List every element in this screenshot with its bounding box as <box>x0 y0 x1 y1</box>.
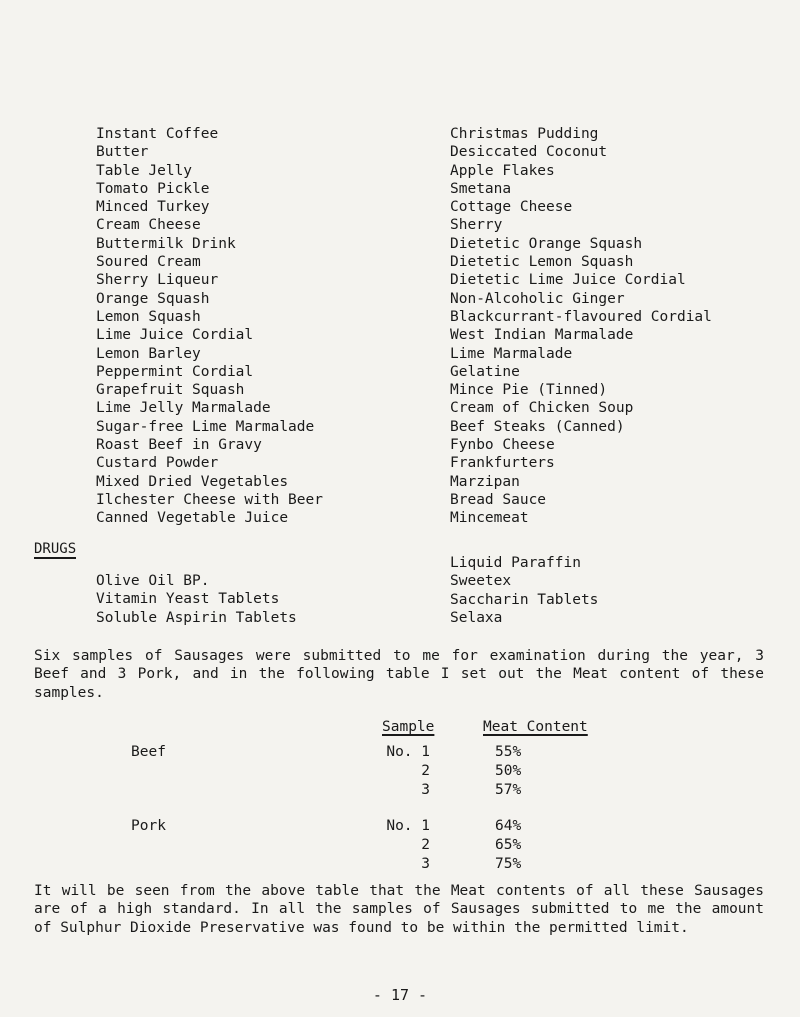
list-item: Sherry <box>450 217 503 234</box>
page-number: - 17 - <box>372 986 428 1004</box>
list-item: Cottage Cheese <box>450 199 573 216</box>
list-item: Roast Beef in Gravy <box>96 437 262 454</box>
list-item: Orange Squash <box>96 290 210 307</box>
list-item: Canned Vegetable Juice <box>96 510 289 527</box>
list-item: Mixed Dried Vegetables <box>96 473 289 490</box>
list-item: Tomato Pickle <box>96 180 210 197</box>
list-item: Grapefruit Squash <box>96 382 245 399</box>
meat-cell: 50% <box>495 763 522 779</box>
list-item: Non-Alcoholic Ginger <box>450 290 625 307</box>
list-item: Cream of Chicken Soup <box>450 400 634 417</box>
list-item: Lime Marmalade <box>450 345 573 362</box>
drugs-heading: DRUGS <box>34 541 77 557</box>
list-item: Mince Pie (Tinned) <box>450 382 608 399</box>
list-item: Lime Jelly Marmalade <box>96 400 271 417</box>
meat-cell: 65% <box>495 837 522 853</box>
list-item: Vitamin Yeast Tablets <box>96 591 280 608</box>
list-item: Custard Powder <box>96 455 219 472</box>
right-food-list <box>450 125 712 528</box>
meat-cell: 57% <box>495 782 522 798</box>
list-item: Smetana <box>450 180 512 197</box>
sample-cell: No. 1 <box>386 818 430 834</box>
list-item: Olive Oil BP. <box>96 573 210 589</box>
list-item: Bread Sauce <box>450 491 547 508</box>
list-item: Table Jelly <box>96 162 193 179</box>
list-item: Butter <box>96 144 149 161</box>
list-item: Gelatine <box>450 363 520 380</box>
sample-cell: 2 <box>421 763 430 779</box>
list-item: Buttermilk Drink <box>96 235 236 252</box>
list-item: Instant Coffee <box>96 126 219 142</box>
sausage-intro-paragraph: Six samples of Sausages were submitted to me for examination during the year, 3 Beef and 3 Pork, and in the following table I set out the Meat content of these samples. <box>34 648 764 701</box>
meat-cell: 75% <box>495 856 522 872</box>
list-item: Saccharin Tablets <box>450 591 599 608</box>
list-item: Dietetic Lime Juice Cordial <box>450 272 686 289</box>
list-item: Dietetic Orange Squash <box>450 235 643 252</box>
list-item: Christmas Pudding <box>450 126 599 142</box>
list-item: Sugar-free Lime Marmalade <box>96 418 315 435</box>
list-item: Frankfurters <box>450 455 555 472</box>
list-item: Soluble Aspirin Tablets <box>96 609 297 626</box>
list-item: Desiccated Coconut <box>450 144 608 161</box>
left-food-list <box>96 125 323 528</box>
list-item: Dietetic Lemon Squash <box>450 254 634 271</box>
pork-group-label: Pork <box>131 818 166 834</box>
drugs-right-list <box>450 554 598 627</box>
list-item: Fynbo Cheese <box>450 437 555 454</box>
conclusion-paragraph: It will be seen from the above table that the Meat contents of all these Sausages are of a high standard. In all the samples of Sausages submitted to me the amount of Sulphur Dioxide Preservative was found to be within the permitted limit. <box>34 883 764 936</box>
sample-cell: 3 <box>421 856 430 872</box>
list-item: Ilchester Cheese with Beer <box>96 491 323 508</box>
meat-content-column-header: Meat Content <box>483 719 588 735</box>
list-item: Marzipan <box>450 473 520 490</box>
meat-cell: 64% <box>495 818 522 834</box>
beef-group-label: Beef <box>131 744 166 760</box>
list-item: Mincemeat <box>450 510 529 527</box>
meat-cell: 55% <box>495 744 522 760</box>
sample-column-header: Sample <box>382 719 435 735</box>
list-item: Minced Turkey <box>96 199 210 216</box>
sample-cell: 3 <box>421 782 430 798</box>
sample-cell: 2 <box>421 837 430 853</box>
list-item: Apple Flakes <box>450 162 555 179</box>
list-item: Soured Cream <box>96 254 201 271</box>
list-item: Lemon Squash <box>96 308 201 325</box>
list-item: West Indian Marmalade <box>450 327 634 344</box>
list-item: Selaxa <box>450 609 503 626</box>
list-item: Lime Juice Cordial <box>96 327 254 344</box>
list-item: Sweetex <box>450 573 512 590</box>
list-item: Liquid Paraffin <box>450 555 581 571</box>
list-item: Peppermint Cordial <box>96 363 254 380</box>
list-item: Blackcurrant-flavoured Cordial <box>450 308 712 325</box>
list-item: Cream Cheese <box>96 217 201 234</box>
drugs-left-list <box>96 572 297 627</box>
sample-cell: No. 1 <box>386 744 430 760</box>
list-item: Beef Steaks (Canned) <box>450 418 625 435</box>
list-item: Sherry Liqueur <box>96 272 219 289</box>
list-item: Lemon Barley <box>96 345 201 362</box>
